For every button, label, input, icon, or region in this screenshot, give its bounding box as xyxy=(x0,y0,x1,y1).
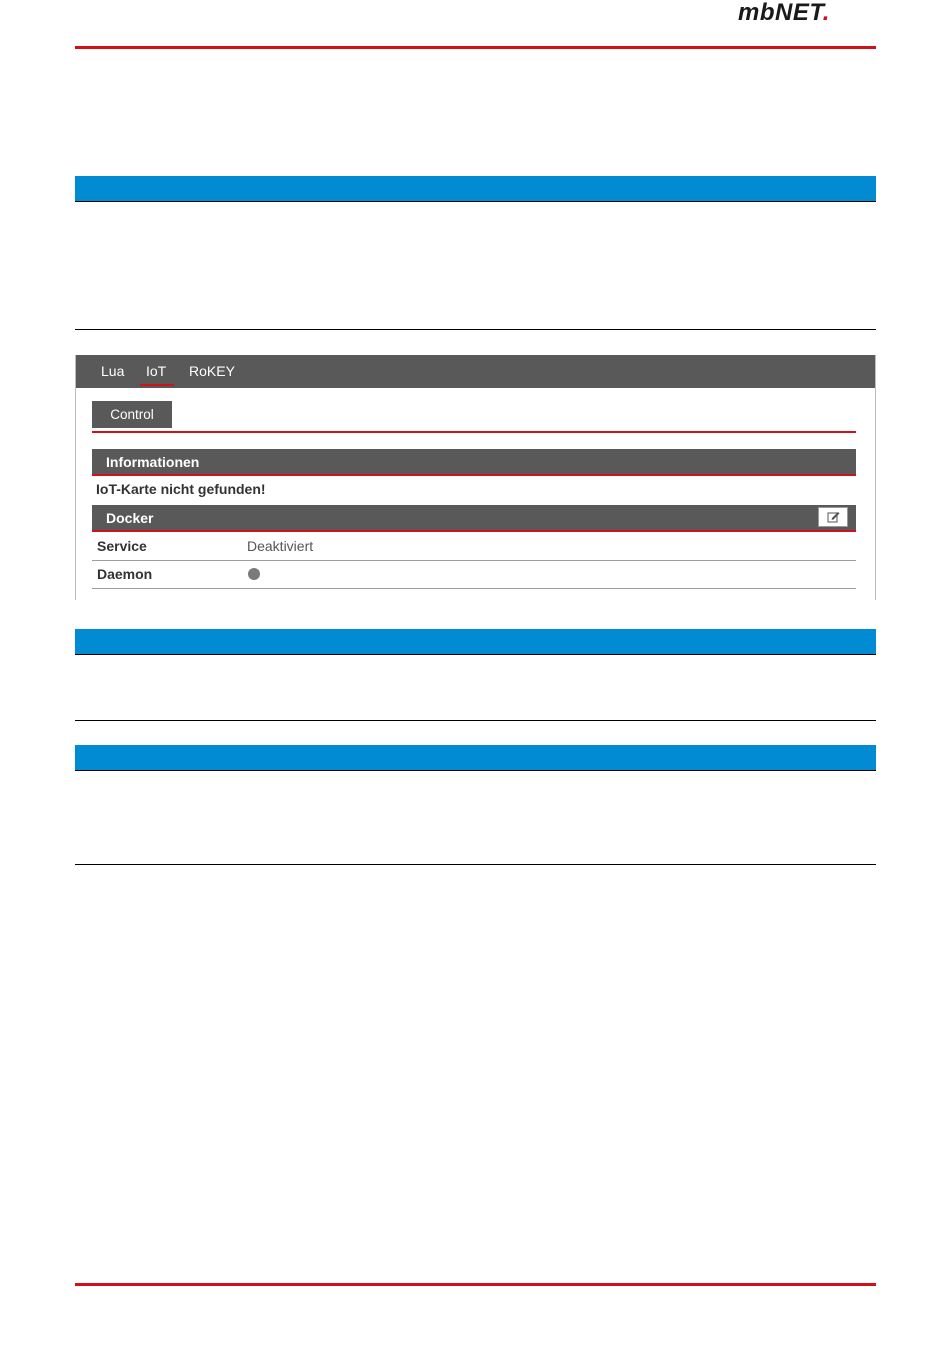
edit-icon xyxy=(819,508,847,526)
daemon-label: Daemon xyxy=(97,566,153,582)
subnav-rule xyxy=(92,431,856,433)
iot-card-message: IoT-Karte nicht gefunden! xyxy=(96,481,266,497)
informationen-title: Informationen xyxy=(106,454,200,470)
docker-row-daemon xyxy=(92,561,856,589)
tab-rokey[interactable]: RoKEY xyxy=(189,363,235,379)
tab-bar xyxy=(76,355,875,388)
docker-edit-button[interactable] xyxy=(818,507,848,527)
table-header-bar xyxy=(75,745,876,771)
table-bottom-rule xyxy=(75,720,876,721)
table-header-bar xyxy=(75,176,876,202)
service-value: Deaktiviert xyxy=(247,538,314,554)
logo-text: mbNET xyxy=(738,0,823,26)
table-bottom-rule xyxy=(75,329,876,330)
tab-iot[interactable]: IoT xyxy=(146,363,167,379)
informationen-header xyxy=(92,449,856,476)
header-rule xyxy=(75,46,876,49)
table-bottom-rule xyxy=(75,864,876,865)
control-button[interactable]: Control xyxy=(92,401,172,428)
docker-title: Docker xyxy=(106,510,154,526)
logo-dot: . xyxy=(822,0,830,26)
table-header-bar xyxy=(75,629,876,655)
tab-lua[interactable]: Lua xyxy=(101,363,125,379)
footer-rule xyxy=(75,1283,876,1286)
service-label: Service xyxy=(97,538,147,554)
docker-header xyxy=(92,505,856,532)
mbnet-logo xyxy=(738,0,878,30)
daemon-status-icon xyxy=(248,568,260,580)
docker-row-service xyxy=(92,533,856,561)
iot-screenshot-panel xyxy=(75,355,876,600)
